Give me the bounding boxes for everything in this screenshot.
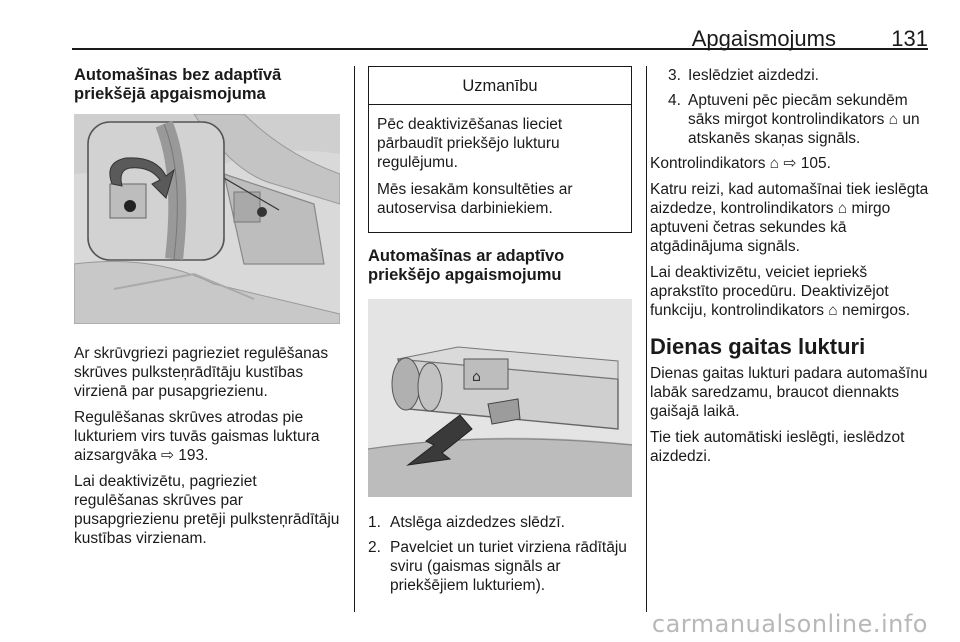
page-number: 131 bbox=[891, 26, 928, 51]
paragraph-indicator-ref: Kontrolindikators ⌂ ⇨ 105. bbox=[650, 155, 831, 172]
headlamp-screw-illustration bbox=[74, 114, 340, 324]
column-2 bbox=[368, 66, 632, 601]
column-1 bbox=[74, 66, 342, 555]
steps-list-1 bbox=[368, 513, 632, 595]
paragraph-adjust-screw: Ar skrūvgriezi pagrieziet regulēšanas skrūves pulksteņrādītāju kustības virzienā par pusapgriezienu. bbox=[74, 345, 329, 400]
paragraph-deactivate-adaptive: Lai deaktivizētu, veiciet iepriekš aprakstīto procedūru. Deaktivizējot funkciju, kontrolindikators ⌂ nemirgos. bbox=[650, 264, 911, 319]
steps-list-2 bbox=[650, 66, 930, 148]
step-item: 1. Atslēga aizdedzes slēdzī. bbox=[368, 514, 565, 531]
warning-text-2: Mēs iesakām konsultēties ar autoservisa darbiniekiem. bbox=[377, 181, 573, 217]
section-heading-daytime-lights: Dienas gaitas lukturi bbox=[650, 334, 866, 359]
warning-title: Uzmanību bbox=[369, 67, 631, 105]
paragraph-daytime-lights-2: Tie tiek automātiski ieslēgti, ieslēdzot aizdedzi. bbox=[650, 429, 905, 465]
page-header bbox=[72, 0, 928, 50]
warning-text-1: Pēc deaktivizēšanas lieciet pārbaudīt priekšējo lukturu regulējumu. bbox=[377, 116, 563, 171]
column-divider-2 bbox=[646, 66, 647, 612]
page-title: Apgaismojums bbox=[691, 26, 836, 51]
section-heading-adaptive: Automašīnas ar adaptīvo priekšējo apgaismojumu bbox=[368, 247, 565, 284]
warning-box bbox=[368, 66, 632, 233]
paragraph-indicator-reminder: Katru reizi, kad automašīnai tiek ieslēgta aizdedze, kontrolindikators ⌂ mirgo aptuveni četras sekundes kā atgādinājuma signāls. bbox=[650, 181, 929, 255]
step-item: 3. Ieslēdziet aizdedzi. bbox=[668, 67, 819, 84]
watermark: carmanualsonline.info bbox=[651, 610, 928, 638]
section-heading-non-adaptive: Automašīnas bez adaptīvā priekšējā apgaismojuma bbox=[74, 66, 282, 103]
column-3 bbox=[650, 66, 930, 473]
indicator-lever-illustration bbox=[368, 299, 632, 497]
column-divider-1 bbox=[354, 66, 355, 612]
svg-text:⌂: ⌂ bbox=[472, 369, 481, 385]
paragraph-screw-location: Regulēšanas skrūves atrodas pie lukturiem virs tuvās gaismas luktura aizsargvāka ⇨ 193. bbox=[74, 409, 320, 464]
step-item: 4. Aptuveni pēc piecām sekundēm sāks mirgot kontrolindikators ⌂ un atskanēs skaņas signāls. bbox=[668, 92, 920, 147]
paragraph-daytime-lights-1: Dienas gaitas lukturi padara automašīnu labāk saredzamu, braucot diennakts gaišajā laikā. bbox=[650, 365, 928, 420]
paragraph-deactivate: Lai deaktivizētu, pagrieziet regulēšanas skrūves par pusapgriezienu pretēji pulksteņrādītāju kustības virzienam. bbox=[74, 473, 340, 547]
step-item: 2. Pavelciet un turiet virziena rādītāju sviru (gaismas signāls ar priekšējiem lukturiem). bbox=[368, 539, 627, 594]
